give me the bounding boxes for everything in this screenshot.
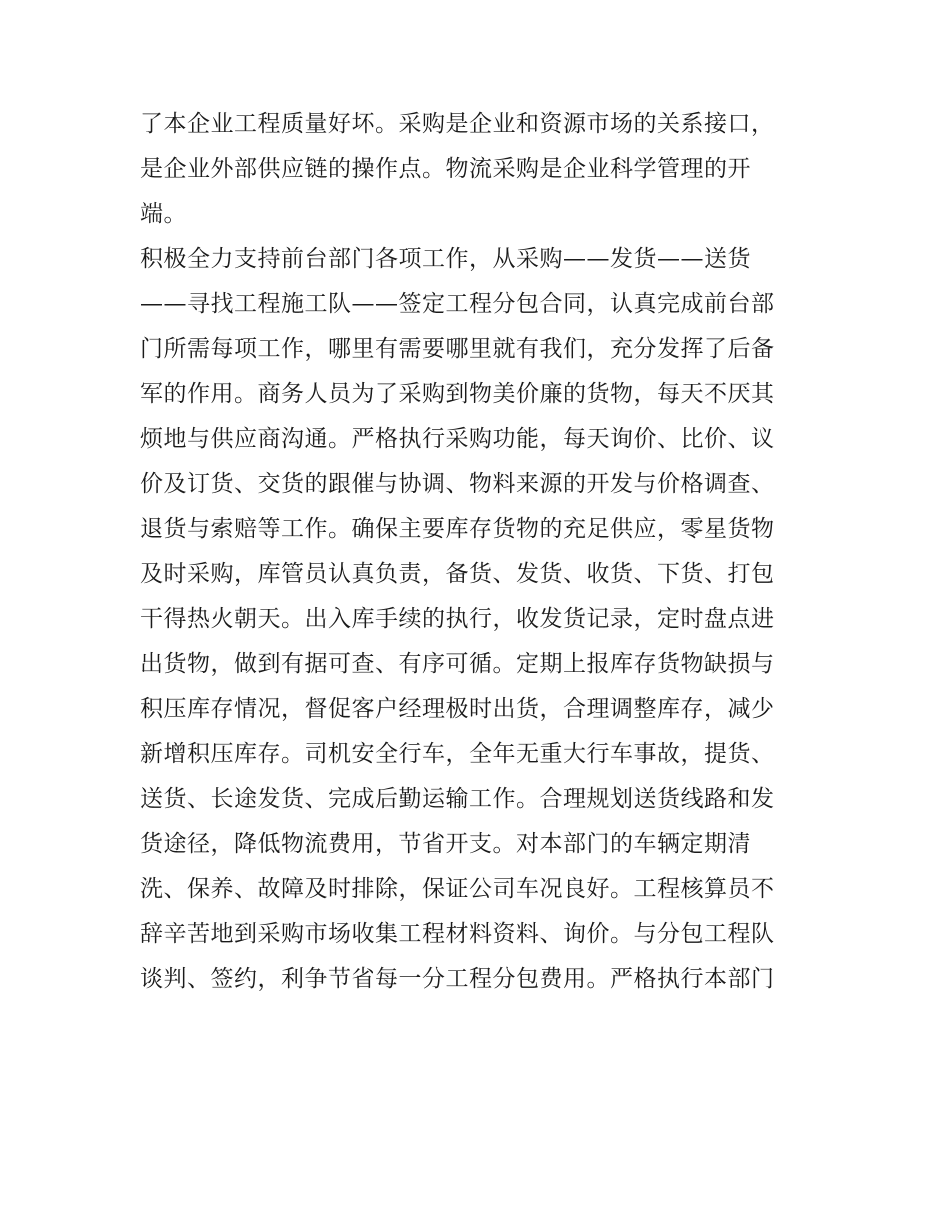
text-line: 端。: [140, 201, 187, 227]
text-line: ——寻找工程施工队——签定工程分包合同，认真完成前台部: [140, 291, 775, 317]
text-line: 新增积压库存。司机安全行车，全年无重大行车事故，提货、: [140, 741, 775, 767]
text-line: 送货、长途发货、完成后勤运输工作。合理规划送货线路和发: [140, 786, 775, 812]
text-line: 烦地与供应商沟通。严格执行采购功能，每天询价、比价、议: [140, 426, 775, 452]
text-line: 货途径，降低物流费用，节省开支。对本部门的车辆定期清: [140, 831, 751, 857]
text-line: 及时采购，库管员认真负责，备货、发货、收货、下货、打包: [140, 561, 775, 587]
text-line: 洗、保养、故障及时排除，保证公司车况良好。工程核算员不: [140, 876, 775, 902]
text-line: 积压库存情况，督促客户经理极时出货，合理调整库存，减少: [140, 696, 775, 722]
text-line: 门所需每项工作，哪里有需要哪里就有我们，充分发挥了后备: [140, 336, 775, 362]
text-line: 干得热火朝天。出入库手续的执行，收发货记录，定时盘点进: [140, 606, 775, 632]
text-line: 积极全力支持前台部门各项工作，从采购——发货——送货: [140, 246, 751, 272]
text-line: 军的作用。商务人员为了采购到物美价廉的货物，每天不厌其: [140, 381, 775, 407]
text-line: 价及订货、交货的跟催与协调、物料来源的开发与价格调查、: [140, 471, 775, 497]
text-line: 了本企业工程质量好坏。采购是企业和资源市场的关系接口，: [140, 111, 775, 137]
text-line: 是企业外部供应链的操作点。物流采购是企业科学管理的开: [140, 156, 751, 182]
document-body: [140, 102, 820, 1002]
text-line: 出货物，做到有据可查、有序可循。定期上报库存货物缺损与: [140, 651, 775, 677]
text-line: 辞辛苦地到采购市场收集工程材料资料、询价。与分包工程队: [140, 921, 775, 947]
text-line: 谈判、签约，利争节省每一分工程分包费用。严格执行本部门: [140, 966, 775, 992]
text-line: 退货与索赔等工作。确保主要库存货物的充足供应，零星货物: [140, 516, 775, 542]
